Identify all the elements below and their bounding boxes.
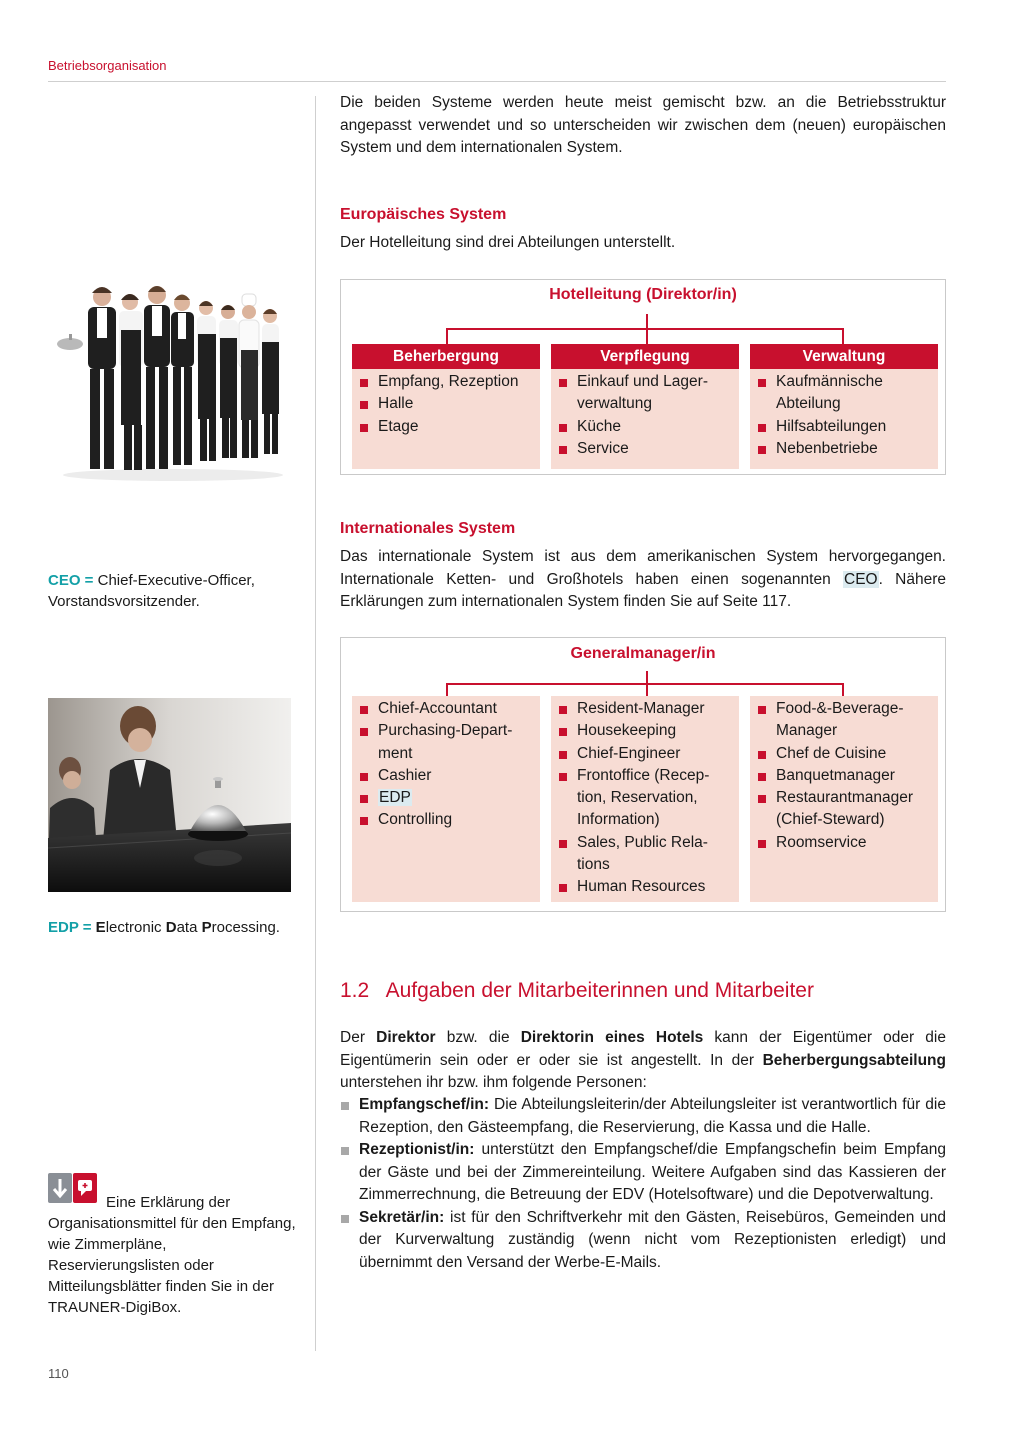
column-divider <box>315 96 316 1351</box>
dept-title: Verpflegung <box>551 344 739 369</box>
ceo-note: CEO = Chief-Executive-Officer, Vorstandsvorsitzender. <box>48 572 255 610</box>
dept-item: Nebenbetriebe <box>756 438 932 460</box>
dept-item: Etage <box>358 416 534 438</box>
international-org-chart <box>340 637 946 912</box>
dept-item: Chief-Accountant <box>358 698 534 720</box>
european-text: Der Hotelleitung sind drei Abteilungen unterstellt. <box>340 234 676 251</box>
dept-title: Verwaltung <box>750 344 938 369</box>
connector-line <box>446 328 448 344</box>
international-text: Das internationale System ist aus dem amerikanischen System hervorgegangen. Internationale Ketten- und Großhotels haben einen sogenannten CEO. Nähere Erklärungen zum internationalen System finden Sie auf Seite 117. <box>340 548 947 610</box>
section-number: 1.2 <box>340 979 370 1002</box>
edp-highlight: EDP <box>379 789 411 807</box>
dept-item: Human Resources <box>557 876 733 898</box>
international-heading: Internationales System <box>340 520 516 537</box>
dept-item: Chief-Engineer <box>557 743 733 765</box>
dept-item: Restaurantmanager (Chief-Steward) <box>756 787 932 832</box>
dept-item: Banquetmanager <box>756 765 932 787</box>
intro-paragraph: Die beiden Systeme werden heute meist gemischt bzw. an die Betriebsstruktur angepasst verwendet und so unterscheiden wir zwischen dem (neuen) europäischen System und dem internationalen System. <box>340 94 946 156</box>
list-item: Rezeptionist/in: unterstützt den Empfangschef/die Empfangschefin beim Empfang der Gäste und bei der Zimmereinteilung. Weitere Aufgaben sind das Kassieren der Zimmerrechnung, die Betreuung der EDV (Hotelsoftware) und die Depotverwaltung. <box>340 1139 946 1207</box>
dept-item: Resident-Manager <box>557 698 733 720</box>
section-heading <box>340 979 814 1003</box>
running-title: Betriebsorganisation <box>48 58 167 73</box>
reception-bell-photo <box>48 698 291 892</box>
header-rule <box>48 81 946 82</box>
connector-line <box>842 328 844 344</box>
page-number: 110 <box>48 1366 69 1381</box>
connector-line <box>646 314 648 329</box>
intl-column-3 <box>750 696 938 902</box>
dept-item: Empfang, Rezeption <box>358 371 534 393</box>
org-chart-top: Hotelleitung (Direktor/in) <box>549 286 737 303</box>
european-org-chart <box>340 279 946 475</box>
dept-beherbergung <box>352 344 540 469</box>
dept-item: Halle <box>358 393 534 415</box>
dept-item: Frontoffice (Recep-tion, Reservation, Information) <box>557 765 733 832</box>
connector-line <box>446 683 448 696</box>
org-chart-top: Generalmanager/in <box>570 645 716 662</box>
dept-item: Purchasing-Depart-ment <box>358 720 534 765</box>
section-paragraph: Der Direktor bzw. die Direktorin eines Hotels kann der Eigentümer oder die Eigentümerin sein oder er oder sie ist angestellt. In der Beherbergungsabteilung unterstehen ihr bzw. ihm folgende Personen: <box>340 1029 946 1091</box>
connector-line <box>646 328 648 344</box>
dept-item: Kaufmännische Abteilung <box>756 371 932 416</box>
dept-item: Controlling <box>358 809 534 831</box>
dept-item <box>358 787 534 809</box>
dept-item: Cashier <box>358 765 534 787</box>
dept-item: Einkauf und Lager-verwaltung <box>557 371 733 416</box>
dept-verpflegung <box>551 344 739 469</box>
connector-line <box>446 683 844 685</box>
intl-column-1 <box>352 696 540 902</box>
dept-item: Roomservice <box>756 832 932 854</box>
dept-verwaltung <box>750 344 938 469</box>
connector-line <box>646 683 648 696</box>
dept-item: Sales, Public Rela-tions <box>557 832 733 877</box>
staff-list <box>340 1094 946 1274</box>
connector-line <box>446 328 844 330</box>
intl-column-2 <box>551 696 739 902</box>
list-item: Sekretär/in: ist für den Schriftverkehr mit den Gästen, Reisebüros, Gemeinden und der Kurverwaltung zuständig (wenn nicht vom Rezeptionisten erledigt) und übernimmt den Versand der Werbe-E-Mails. <box>340 1207 946 1275</box>
edp-note: EDP = Electronic Data Processing. <box>48 919 280 936</box>
connector-line <box>842 683 844 696</box>
list-item: Empfangschef/in: Die Abteilungsleiterin/der Abteilungsleiter ist verantwortlich für die Rezeption, den Gästeempfang, die Reservierung, die Kassa und die Halle. <box>340 1094 946 1139</box>
dept-item: Housekeeping <box>557 720 733 742</box>
section-title: Aufgaben der Mitarbeiterinnen und Mitarbeiter <box>385 979 814 1002</box>
dept-item: Küche <box>557 416 733 438</box>
digibox-note: Eine Erklärung der Organisationsmittel für den Empfang, wie Zimmerpläne, Reservierungslisten oder Mitteilungsblätter finden Sie in der TRAUNER-DigiBox. <box>48 1194 296 1316</box>
hotel-staff-photo <box>48 270 298 485</box>
dept-item: Service <box>557 438 733 460</box>
dept-item: Food-&-Beverage-Manager <box>756 698 932 743</box>
dept-title: Beherbergung <box>352 344 540 369</box>
dept-item: Hilfsabteilungen <box>756 416 932 438</box>
european-heading: Europäisches System <box>340 206 507 223</box>
dept-item: Chef de Cuisine <box>756 743 932 765</box>
ceo-highlight: CEO <box>844 570 878 588</box>
